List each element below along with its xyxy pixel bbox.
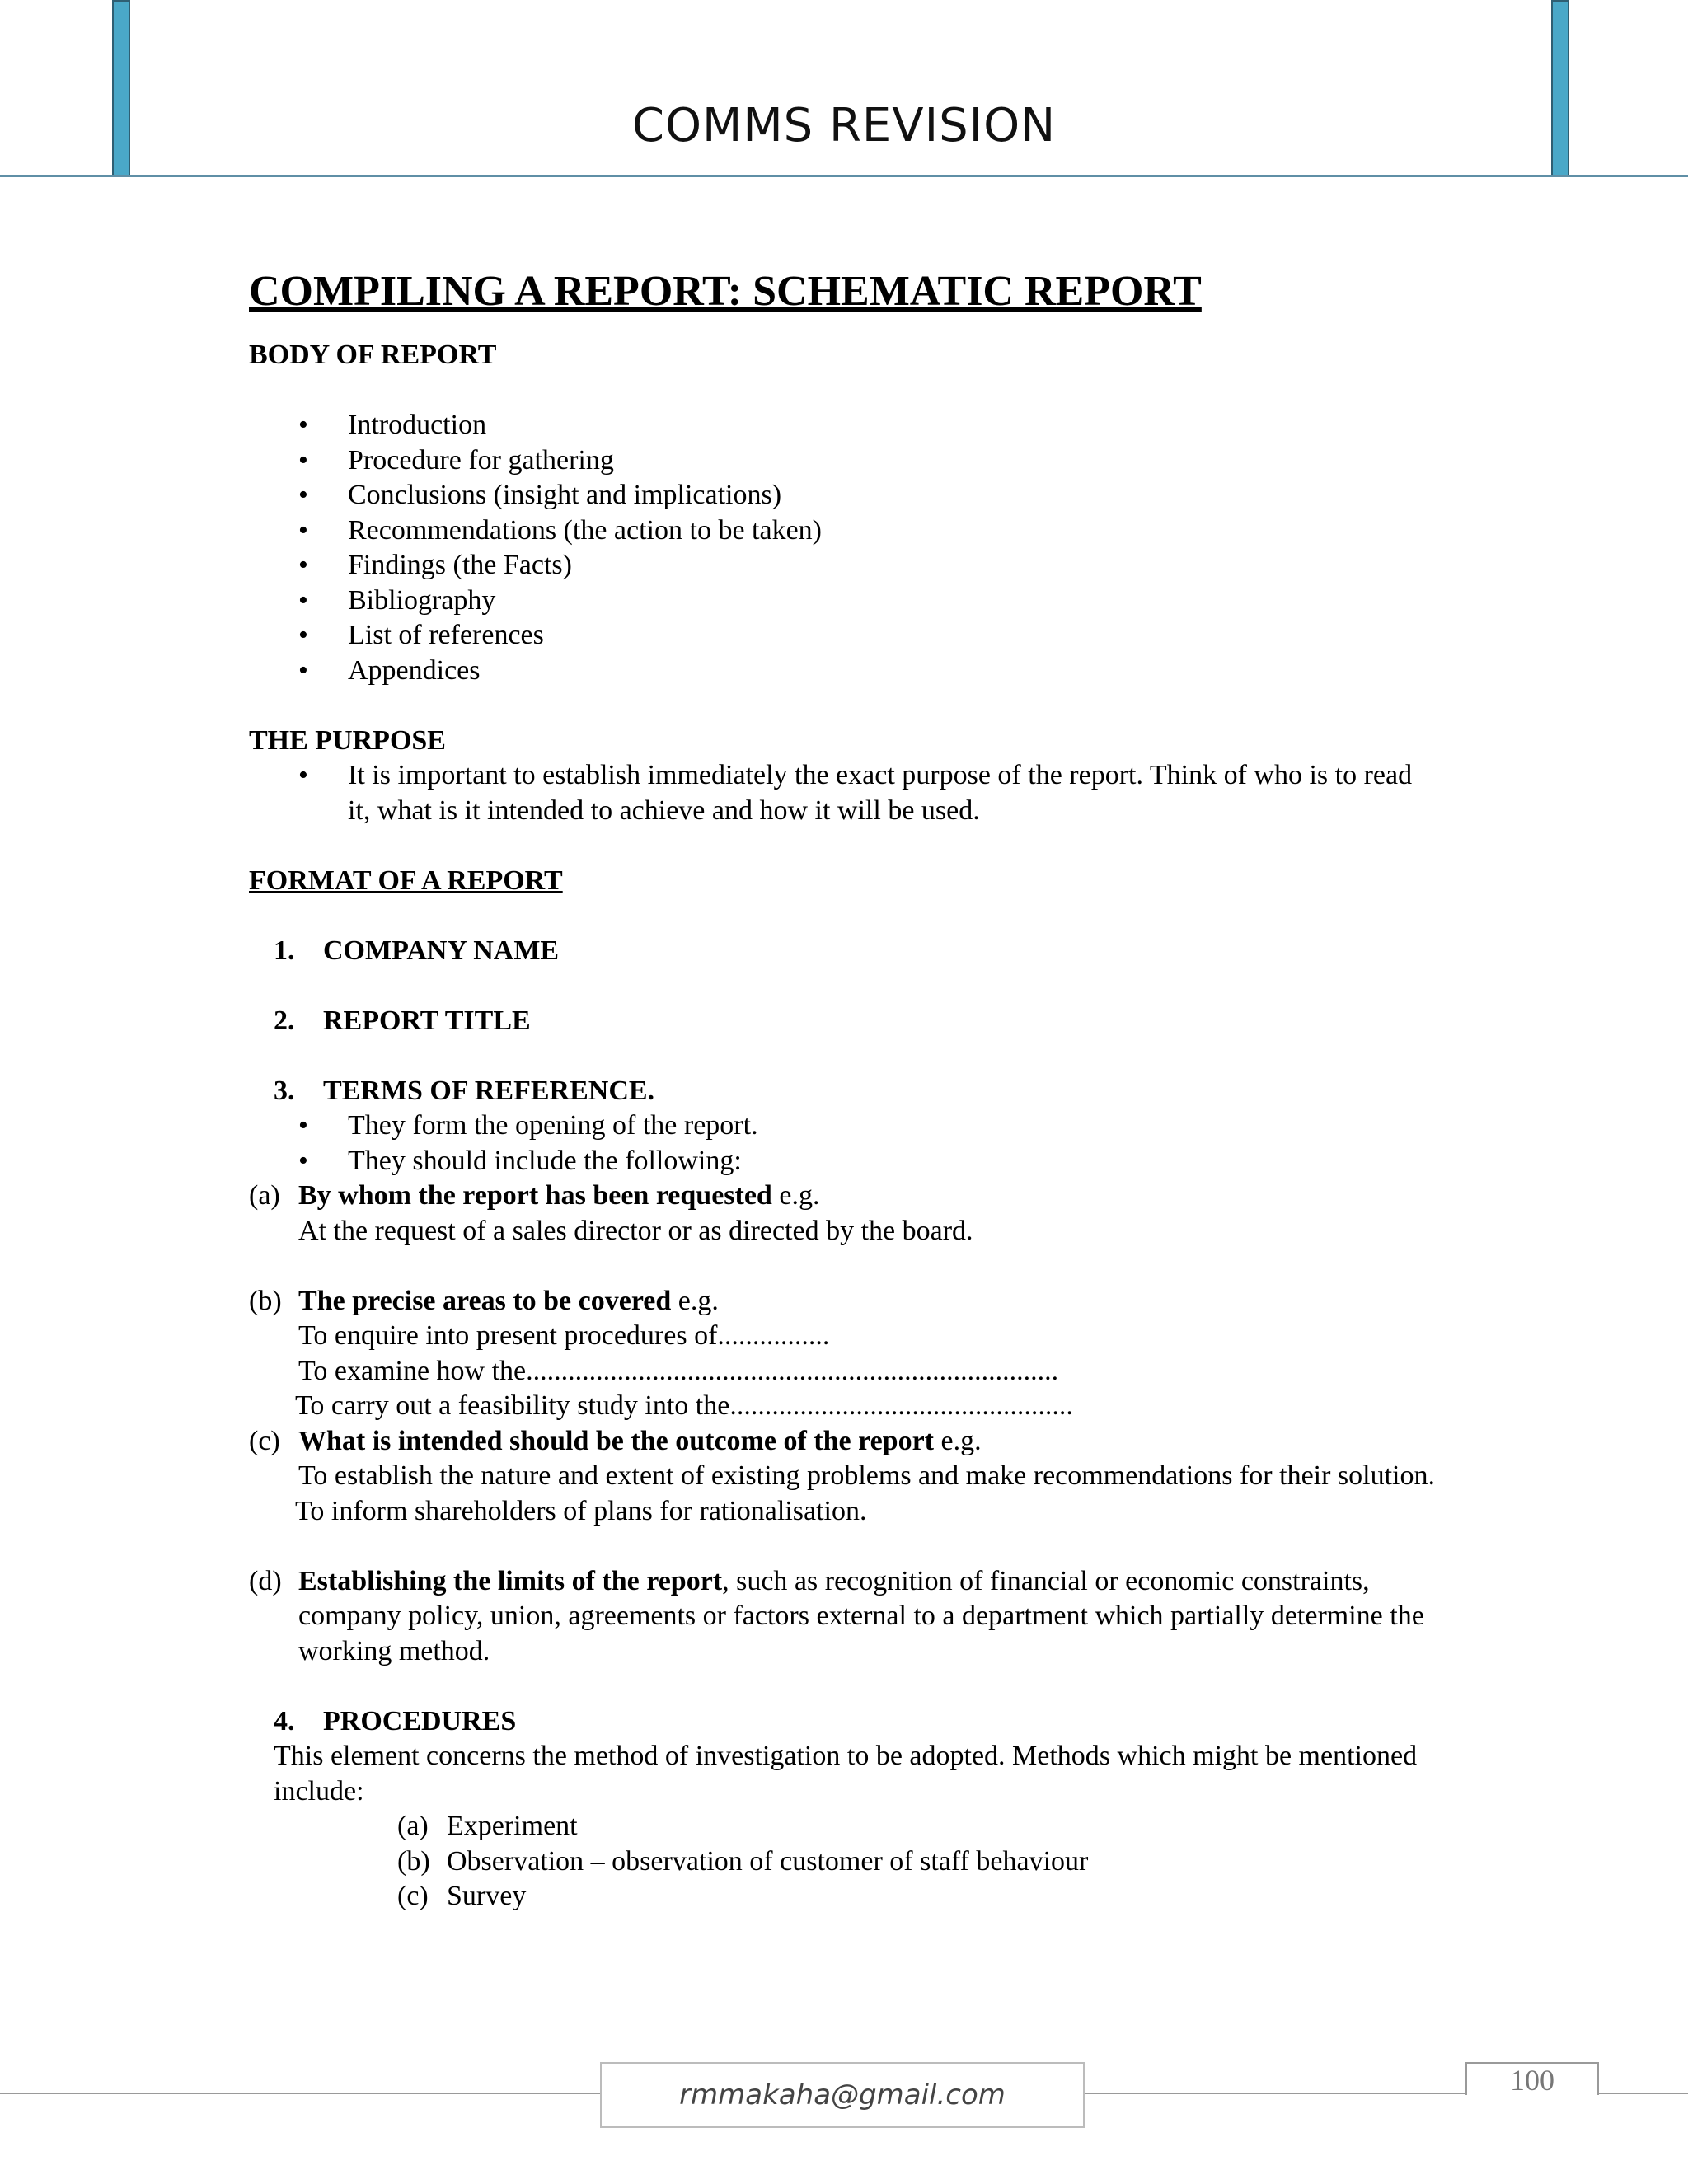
body-of-report-heading: BODY OF REPORT: [249, 340, 497, 370]
document-title: COMPILING A REPORT: SCHEMATIC REPORT: [249, 268, 1202, 315]
list-item: • Introduction: [249, 408, 1436, 443]
purpose-heading: THE PURPOSE: [249, 724, 446, 756]
section-terms-of-reference: 3. TERMS OF REFERENCE.: [274, 1075, 655, 1106]
terms-item-b: (b) The precise areas to be covered e.g.: [249, 1285, 719, 1316]
footer-rule-middle: [1085, 2093, 1465, 2094]
footer-rule-left: [0, 2093, 600, 2094]
footer-email: rmmakaha@gmail.com: [600, 2062, 1085, 2128]
header-title: COMMS REVISION: [631, 99, 1057, 152]
terms-item-b-line: To carry out a feasibility study into the.................................................: [295, 1390, 1073, 1421]
terms-item-a: (a) By whom the report has been requested e.g.: [249, 1180, 820, 1211]
terms-item-c: (c) What is intended should be the outcome of the report e.g.: [249, 1425, 982, 1456]
page-number: 100: [1465, 2062, 1599, 2095]
list-item: • Appendices: [249, 654, 1436, 689]
procedures-text: This element concerns the method of investigation to be adopted. Methods which might be mentioned include:: [274, 1741, 1418, 1807]
list-item: • Procedure for gathering: [249, 443, 1436, 479]
list-item: • It is important to establish immediately the exact purpose of the report. Think of who is to read it, what is it intended to achieve and how it will be used.: [249, 758, 1436, 828]
section-procedures: 4. PROCEDURES: [274, 1705, 517, 1736]
method-item: (b) Observation – observation of customer of staff behaviour: [397, 1845, 1089, 1877]
list-item: • Findings (the Facts): [249, 548, 1436, 583]
list-item: • Conclusions (insight and implications): [249, 478, 1436, 513]
list-item: • They should include the following:: [249, 1144, 1436, 1179]
section-report-title: 2. REPORT TITLE: [274, 1005, 531, 1036]
terms-item-b-line: To enquire into present procedures of................: [298, 1320, 830, 1351]
terms-item-d: (d) Establishing the limits of the report, such as recognition of financial or economic constraints, company policy, union, agreements or factors external to a department which partially determine the working method.: [249, 1565, 1424, 1666]
header-rule: [0, 175, 1688, 177]
purpose-list: [249, 758, 1436, 828]
terms-item-c-line: To establish the nature and extent of existing problems and make recommendations for their solution.: [298, 1460, 1435, 1491]
terms-item-a-line: At the request of a sales director or as directed by the board.: [298, 1215, 973, 1246]
method-item: (a) Experiment: [397, 1811, 578, 1841]
page-content: [249, 264, 1436, 1915]
list-item: • List of references: [249, 618, 1436, 654]
list-item: • Recommendations (the action to be taken): [249, 513, 1436, 549]
list-item: • They form the opening of the report.: [249, 1108, 1436, 1144]
footer-rule-right: [1599, 2093, 1688, 2094]
list-item: • Bibliography: [249, 583, 1436, 619]
terms-bullets: [249, 1108, 1436, 1179]
section-company-name: 1. COMPANY NAME: [274, 935, 560, 966]
terms-item-c-line: To inform shareholders of plans for rationalisation.: [295, 1495, 867, 1526]
terms-item-b-line: To examine how the............................................................................: [298, 1355, 1059, 1386]
format-heading: FORMAT OF A REPORT: [249, 865, 563, 896]
method-item: (c) Survey: [397, 1881, 527, 1911]
body-of-report-list: [249, 408, 1436, 688]
